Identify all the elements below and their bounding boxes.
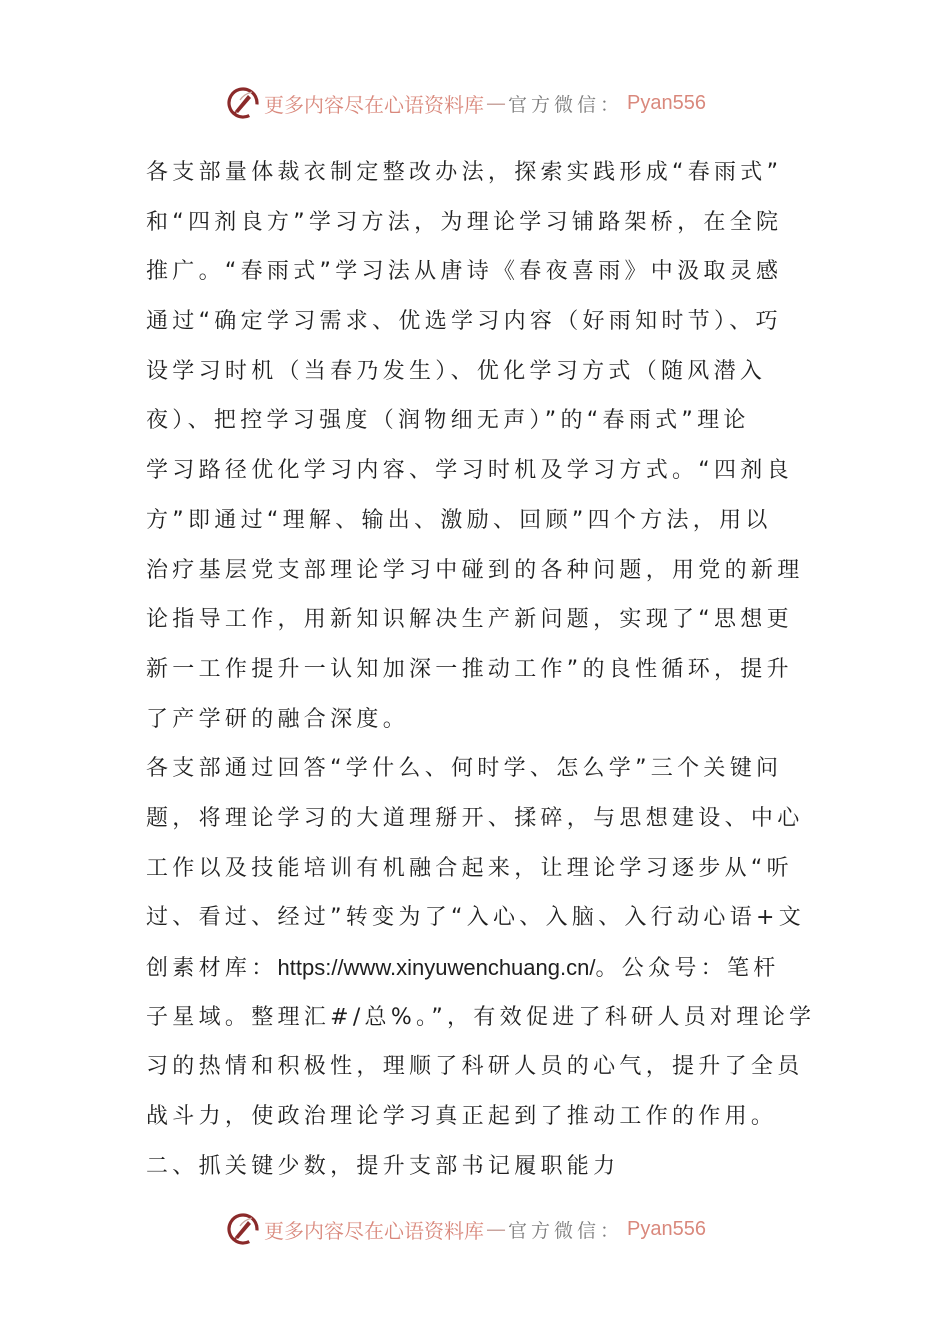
website-url: https://www.xinyuwenchuang.cn/ bbox=[277, 955, 596, 980]
text-line: 题，将理论学习的大道理掰开、揉碎，与思想建设、中心 bbox=[146, 805, 804, 831]
text-line: 和“四剂良方”学习方法，为理论学习铺路架桥，在全院 bbox=[146, 209, 783, 235]
text-line: 治疗基层党支部理论学习中碰到的各种问题，用党的新理 bbox=[146, 557, 804, 583]
text-line: 习的热情和积极性，理顺了科研人员的心气，提升了全员 bbox=[146, 1054, 804, 1080]
wechat-id: Pyan556 bbox=[627, 91, 706, 114]
text-line: 了产学研的融合深度。 bbox=[146, 706, 410, 732]
brand-text: 更多内容尽在心语资料库 bbox=[264, 1218, 484, 1243]
text-line: 过、看过、经过”转变为了“入心、入脑、入行动心语+文 bbox=[146, 905, 806, 931]
text-line: 工作以及技能培训有机融合起来，让理论学习逐步从“听 bbox=[146, 855, 793, 881]
document-body bbox=[146, 148, 816, 1191]
text-line-with-url bbox=[146, 943, 806, 993]
text-line: 新一工作提升一认知加深一推动工作”的良性循环，提升 bbox=[146, 656, 793, 682]
text-line: 夜）、把控学习强度（润物细无声）”的“春雨式”理论 bbox=[146, 408, 750, 434]
footer-watermark-banner bbox=[226, 1209, 706, 1249]
url-suffix: 。公众号：笔杆 bbox=[595, 956, 780, 981]
text-line: 设学习时机（当春乃发生）、优化学习方式（随风潜入 bbox=[146, 358, 767, 384]
url-prefix: 创素材库： bbox=[146, 956, 278, 981]
quill-pen-logo-icon bbox=[226, 86, 260, 120]
text-line: 战斗力，使政治理论学习真正起到了推动工作的作用。 bbox=[146, 1104, 778, 1130]
text-line: 学习路径优化学习内容、学习时机及学习方式。“四剂良 bbox=[146, 458, 793, 484]
quill-pen-logo-icon bbox=[226, 1212, 260, 1246]
text-line: 论指导工作，用新知识解决生产新问题，实现了“思想更 bbox=[146, 607, 793, 633]
section-heading: 二、抓关键少数，提升支部书记履职能力 bbox=[146, 1153, 620, 1179]
text-line: 方”即通过“理解、输出、激励、回顾”四个方法，用以 bbox=[146, 507, 772, 533]
text-line: 推广。“春雨式”学习法从唐诗《春夜喜雨》中汲取灵感 bbox=[146, 259, 783, 285]
wechat-label: 官方微信： bbox=[508, 1219, 624, 1242]
separator-dash: — bbox=[486, 91, 506, 115]
wechat-label: 官方微信： bbox=[508, 93, 624, 116]
separator-dash: — bbox=[486, 1217, 506, 1241]
header-watermark-banner bbox=[226, 83, 706, 123]
text-line: 子星域。整理汇#/总%。”，有效促进了科研人员对理论学 bbox=[146, 1004, 816, 1030]
wechat-id: Pyan556 bbox=[627, 1217, 706, 1240]
text-line: 各支部通过回答“学什么、何时学、怎么学”三个关键问 bbox=[146, 756, 783, 782]
brand-text: 更多内容尽在心语资料库 bbox=[264, 92, 484, 117]
text-line: 通过“确定学习需求、优选学习内容（好雨知时节）、巧 bbox=[146, 309, 782, 335]
text-line: 各支部量体裁衣制定整改办法，探索实践形成“春雨式” bbox=[146, 160, 783, 185]
